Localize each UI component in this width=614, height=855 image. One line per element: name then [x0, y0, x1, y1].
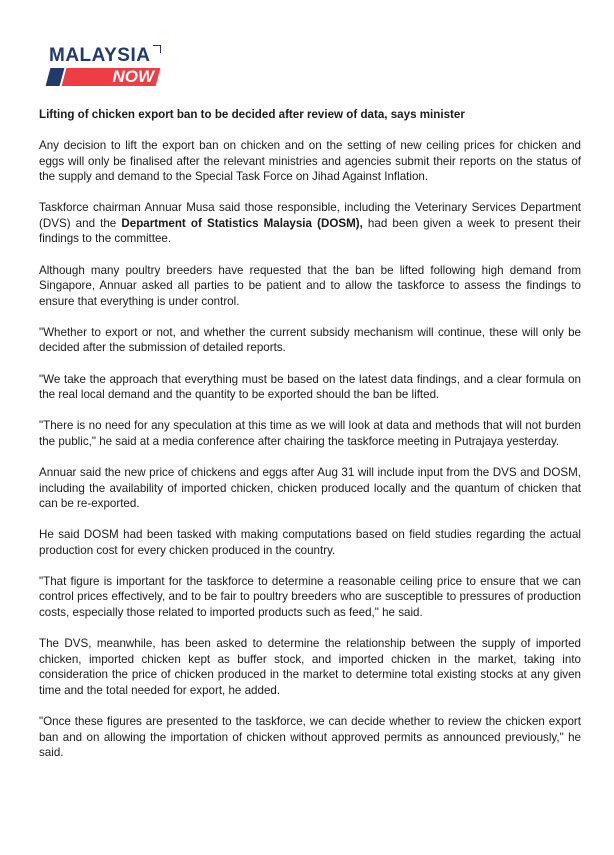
malaysia-now-logo: [48, 42, 163, 92]
article: [39, 107, 581, 776]
logo-banner: [48, 68, 160, 86]
paragraph-2-post: had been given a week to present their findings to the committee.: [39, 216, 581, 246]
dosm-bold-text: Department of Statistics Malaysia (DOSM),: [121, 216, 363, 230]
paragraph-8: He said DOSM had been tasked with making computations based on field studies regarding the actual production cost for every chicken produced in the country.: [39, 528, 581, 557]
paragraph-3: Although many poultry breeders have requested that the ban be lifted following high demand from Singapore, Annuar asked all parties to be patient and to allow the taskforce to assess the findings to ensure that everything is under control.: [39, 263, 581, 308]
paragraph-5: "We take the approach that everything must be based on the latest data findings, and a clear formula on the real local demand and the quantity to be exported should the ban be lifted.: [39, 372, 581, 402]
logo-top-text: MALAYSIA: [49, 45, 151, 66]
paragraph-7: Annuar said the new price of chickens and eggs after Aug 31 will include input from the DVS and DOSM, including the availability of imported chicken, chicken produced locally and the quantum of chicken that can be re-exported.: [39, 465, 581, 511]
paragraph-2: [39, 200, 581, 247]
paragraph-9: "That figure is important for the taskforce to determine a reasonable ceiling price to ensure that we can control prices effectively, and to be fair to poultry breeders who are susceptible to pressures of production costs, especially those related to imported products such as feed," he said.: [39, 574, 581, 620]
paragraph-2-pre: Taskforce chairman Annuar Musa said those responsible, including the Veterinary Services Department (DVS) and the: [39, 201, 581, 230]
logo-bottom-text: NOW: [112, 67, 154, 86]
paragraph-6: "There is no need for any speculation at this time as we will look at data and methods that will not burden the public," he said at a media conference after chairing the taskforce meeting in Putrajaya yesterday.: [39, 419, 581, 448]
paragraph-11: "Once these figures are presented to the taskforce, we can decide whether to review the chicken export ban and on allowing the importation of chicken without approved permits as announced previously," he said.: [39, 715, 581, 760]
logo-corner-mark: [153, 45, 161, 53]
paragraph-10: The DVS, meanwhile, has been asked to determine the relationship between the supply of imported chicken, imported chicken kept as buffer stock, and imported chicken in the market, taking into consideration the price of chicken produced in the market to determine total existing stocks at any given time and the total needed for export, he added.: [39, 637, 581, 697]
article-title: Lifting of chicken export ban to be decided after review of data, says minister: [39, 108, 465, 121]
paragraph-1: Any decision to lift the export ban on chicken and on the setting of new ceiling prices for chicken and eggs will only be finalised after the relevant ministries and agencies submit their reports on the status of the supply and demand to the Special Task Force on Jihad Against Inflation.: [39, 139, 581, 184]
paragraph-4: "Whether to export or not, and whether the current subsidy mechanism will continue, these will only be decided after the submission of detailed reports.: [39, 325, 581, 355]
